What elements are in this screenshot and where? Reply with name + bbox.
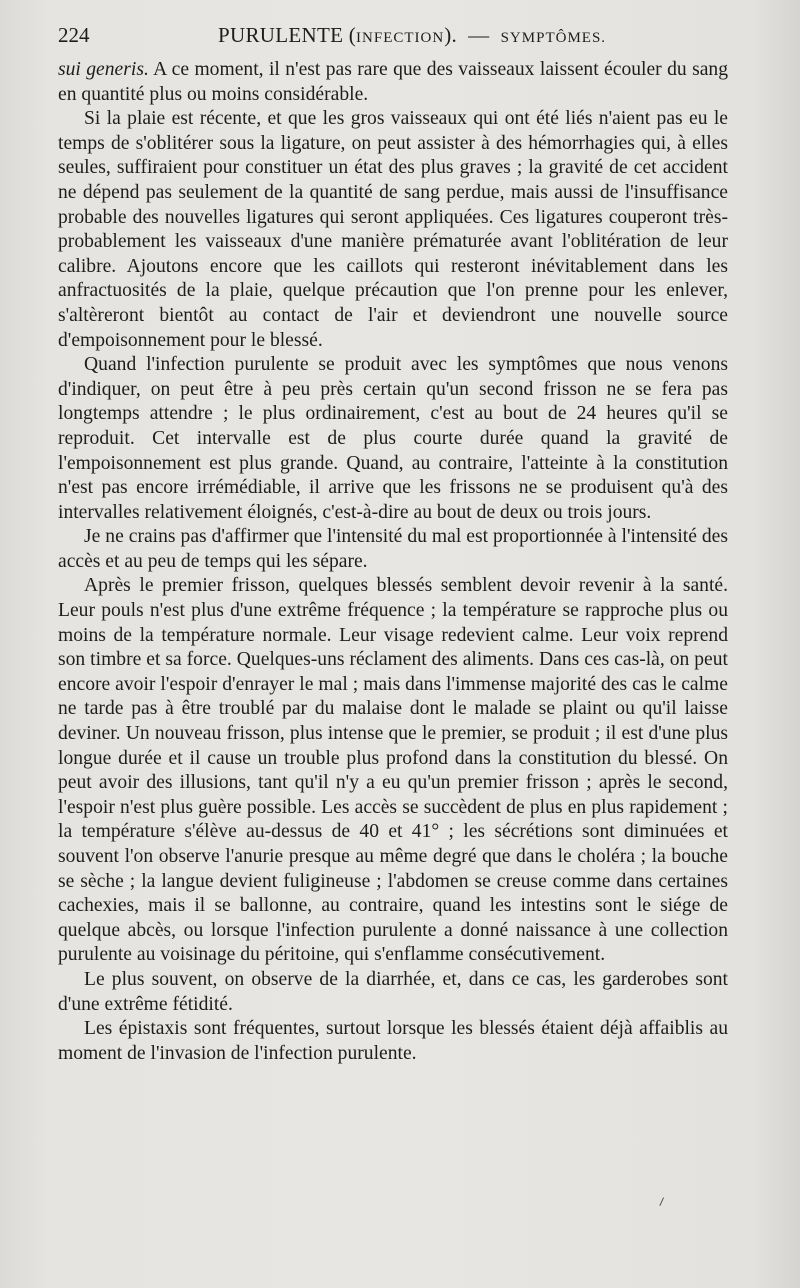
running-title	[218, 20, 606, 53]
title-main: PURULENTE (	[218, 23, 357, 47]
paragraph-4: Je ne crains pas d'affirmer que l'intensité du mal est proportionnée à l'intensité des accès et au peu de temps qui les sépare.	[58, 526, 728, 572]
running-head	[58, 20, 728, 50]
paragraph-1-text: A ce moment, il n'est pas rare que des vaisseaux laissent écouler du sang en quantité plus ou moins considérable.	[58, 59, 729, 105]
title-separator: —	[468, 23, 490, 47]
paragraph-7: Les épistaxis sont fréquentes, surtout lorsque les blessés étaient déjà affaiblis au moment de l'invasion de l'infection purulente.	[58, 1018, 728, 1064]
paragraph-1-italic: sui generis.	[58, 59, 149, 80]
ink-mark	[659, 1197, 667, 1207]
page-number: 224	[58, 23, 90, 47]
paragraph-6: Le plus souvent, on observe de la diarrhée, et, dans ce cas, les garderobes sont d'une extrême fétidité.	[58, 968, 728, 1015]
paragraph-1	[58, 58, 728, 107]
paragraph-2: Si la plaie est récente, et que les gros vaisseaux qui ont été liés n'aient pas eu le temps de s'oblitérer sous la ligature, on peut assister à des hémorrhagies qui, à elles seules, suffiraient pour constituer un état des plus graves ; la gravité de cet accident ne dépend pas seulement de la quantité de sang perdue, mais aussi de l'insuffisance probable des nouvelles ligatures qui seront appliquées. Ces ligatures couperont très-probablement les vaisseaux d'une manière prématurée avant l'oblitération de leur calibre. Ajoutons encore que les caillots qui resteront inévitablement dans les anfractuosités de la plaie, quelque précaution que l'on prenne pour les enlever, s'altèreront bientôt au contact de l'air et deviendront une nouvelle source d'empoisonnement pour le blessé.	[58, 108, 728, 351]
title-close: ).	[444, 23, 458, 47]
paragraph-3: Quand l'infection purulente se produit avec les symptômes que nous venons d'indiquer, on peut être à peu près certain qu'un second frisson ne se fera pas longtemps attendre ; le plus ordinairement, c'est au bout de 24 heures qu'il se reproduit. Cet intervalle est de plus courte durée quand la gravité de l'empoisonnement est plus grande. Quand, au contraire, l'atteinte à la constitution n'est pas encore irrémédiable, il arrive que les frissons ne se produisent qu'à des intervalles relativement éloignés, c'est-à-dire au bout de deux ou trois jours.	[58, 354, 728, 523]
section-title: SYMPTÔMES.	[500, 30, 607, 46]
paragraph-5: Après le premier frisson, quelques blessés semblent devoir revenir à la santé. Leur pouls n'est plus d'une extrême fréquence ; la température se rapproche plus ou moins de la température normale. Leur visage redevient calme. Leur voix reprend son timbre et sa force. Quelques-uns réclament des aliments. Dans ces cas-là, on peut encore avoir l'espoir d'enrayer le mal ; mais dans l'immense majorité des cas le calme ne tarde pas à être troublé par du malaise dont le malade se plaint ou qu'il laisse deviner. Un nouveau frisson, plus intense que le premier, se produit ; il est d'une plus longue durée et il cause un trouble plus profond dans la constitution du blessé. On peut avoir des illusions, tant qu'il n'y a eu qu'un premier frisson ; après le second, l'espoir n'est plus guère possible. Les accès se succèdent de plus en plus rapidement ; la température s'élève au-dessus de 40 et 41° ; les sécrétions sont diminuées et souvent l'on observe l'anurie presque au même degré que dans le choléra ; la bouche se sèche ; la langue devient fuligineuse ; l'abdomen se creuse comme dans certaines cachexies, mais il se ballonne, au contraire, quand les intestins sont le siége de quelque abcès, ou lorsque l'infection purulente a donné naissance à une collection purulente au voisinage du péritoine, qui s'enflamme consécutivement.	[58, 575, 728, 966]
title-small-caps: INFECTION	[356, 30, 445, 46]
body-text	[58, 58, 728, 1066]
